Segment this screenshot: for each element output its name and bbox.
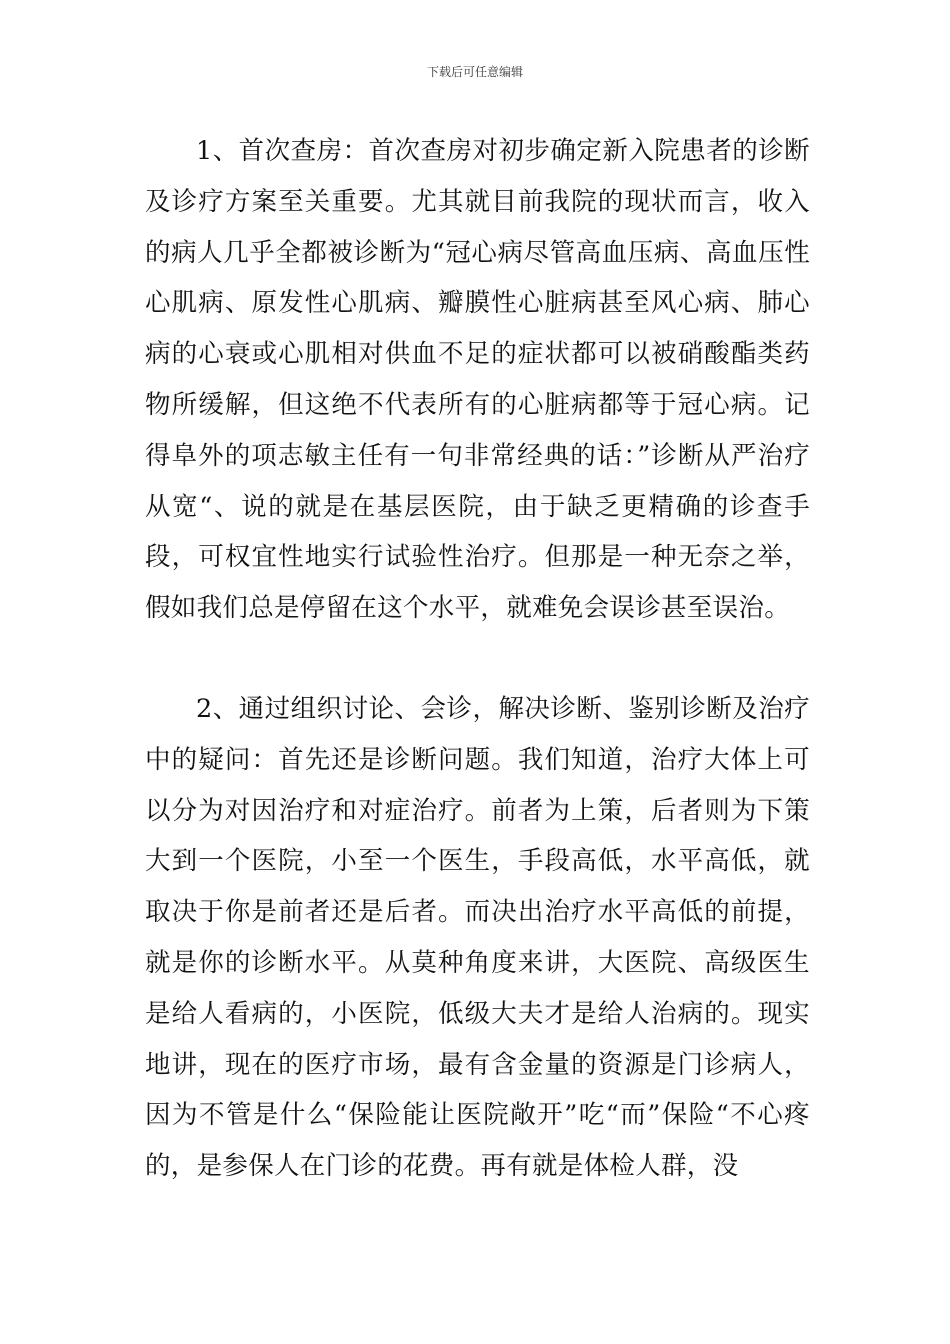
document-body bbox=[145, 126, 810, 1192]
paragraph-2: 2、通过组织讨论、会诊，解决诊断、鉴别诊断及治疗中的疑问：首先还是诊断问题。我们知道，治疗大体上可以分为对因治疗和对症治疗。前者为上策，后者则为下策大到一个医院，小至一个医生，手段高低，水平高低，就取决于你是前者还是后者。而决出治疗水平高低的前提，就是你的诊断水平。从莫种角度来讲，大医院、高级医生是给人看病的，小医院，低级大夫才是给人治病的。现实地讲，现在的医疗市场，最有含金量的资源是门诊病人，因为不管是什么“保险能让医院敞开”吃“而”保险“不心疼的，是参保人在门诊的花费。再有就是体检人群，没 bbox=[145, 693, 810, 1182]
header-note: 下载后可任意编辑 bbox=[426, 65, 523, 79]
paragraph-1: 1、首次查房：首次查房对初步确定新入院患者的诊断及诊疗方案至关重要。尤其就目前我院的现状而言，收入的病人几乎全都被诊断为“冠心病尽管高血压病、高血压性心肌病、原发性心肌病、瓣膜性心脏病甚至风心病、肺心病的心衰或心肌相对供血不足的症状都可以被硝酸酯类药物所缓解，但这绝不代表所有的心脏病都等于冠心病。记得阜外的项志敏主任有一句非常经典的话：”诊断从严治疗从宽“、说的就是在基层医院，由于缺乏更精确的诊查手段，可权宜性地实行试验性治疗。但那是一种无奈之举，假如我们总是停留在这个水平，就难免会误诊甚至误治。 bbox=[145, 136, 810, 624]
